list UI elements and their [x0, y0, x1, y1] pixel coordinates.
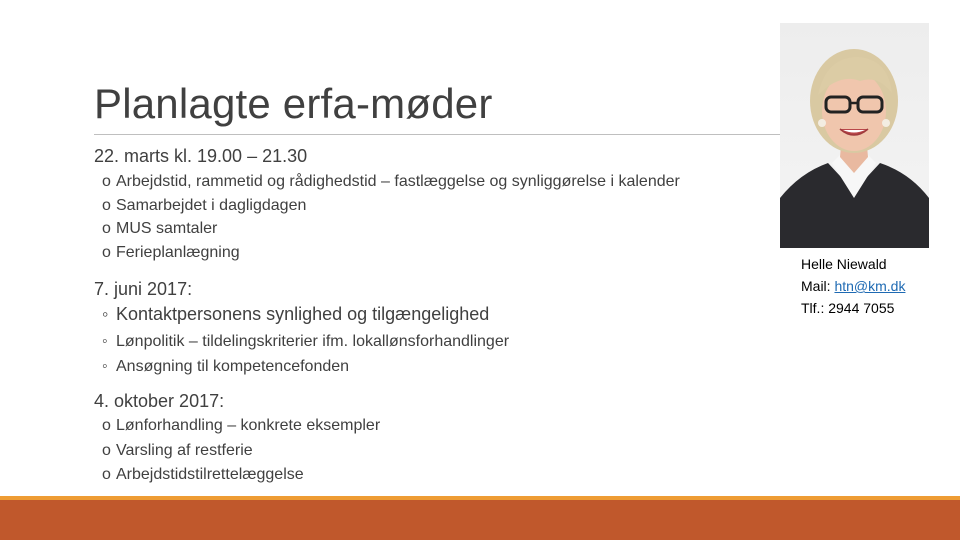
- mail-label: Mail:: [801, 278, 835, 294]
- mail-link[interactable]: htn@km.dk: [834, 278, 906, 294]
- bullet-icon: o: [102, 173, 111, 190]
- bullet-icon: ◦: [102, 358, 108, 375]
- list-item: ◦ Ansøgning til kompetencefonden: [102, 354, 509, 379]
- bullet-icon: o: [102, 466, 111, 483]
- footer-bar: [0, 496, 960, 540]
- title-divider: [94, 134, 780, 135]
- section-heading-2: 7. juni 2017:: [94, 279, 193, 299]
- list-item: ◦ Lønpolitik – tildelingskriterier ifm. lokallønsforhandlinger: [102, 329, 509, 354]
- contact-info: [801, 253, 905, 319]
- contact-mail-line: [801, 275, 905, 297]
- list-item: o Arbejdstidstilrettelæggelse: [102, 463, 380, 488]
- list-item: o Lønforhandling – konkrete eksempler: [102, 414, 380, 439]
- portrait-photo: [780, 23, 929, 248]
- bullet-icon: o: [102, 220, 111, 237]
- bullet-icon: o: [102, 441, 111, 459]
- list-item: o Ferieplanlægning: [102, 241, 680, 265]
- bullet-icon: ◦: [102, 333, 108, 350]
- bullet-icon: o: [102, 243, 111, 261]
- section-list-2: [102, 302, 509, 379]
- bullet-icon: o: [102, 417, 111, 434]
- portrait-illustration: [780, 23, 929, 248]
- list-item: o Varsling af restferie: [102, 439, 380, 464]
- section-heading-1: 22. marts kl. 19.00 – 21.30: [94, 146, 308, 166]
- section-list-3: [102, 414, 380, 488]
- list-item: o Samarbejdet i dagligdagen: [102, 194, 680, 218]
- list-item: o Arbejdstid, rammetid og rådighedstid – fastlæggelse og synliggørelse i kalender: [102, 170, 680, 194]
- contact-name: Helle Niewald: [801, 256, 887, 272]
- section-list-1: [102, 170, 680, 264]
- list-item: ◦ Kontaktpersonens synlighed og tilgængelighed: [102, 304, 490, 324]
- bullet-icon: ◦: [102, 304, 109, 324]
- bullet-icon: o: [102, 196, 111, 214]
- list-item: o MUS samtaler: [102, 217, 680, 241]
- slide-title: Planlagte erfa-møder: [94, 80, 493, 127]
- contact-phone: Tlf.: 2944 7055: [801, 300, 895, 316]
- section-heading-3: 4. oktober 2017:: [94, 391, 225, 411]
